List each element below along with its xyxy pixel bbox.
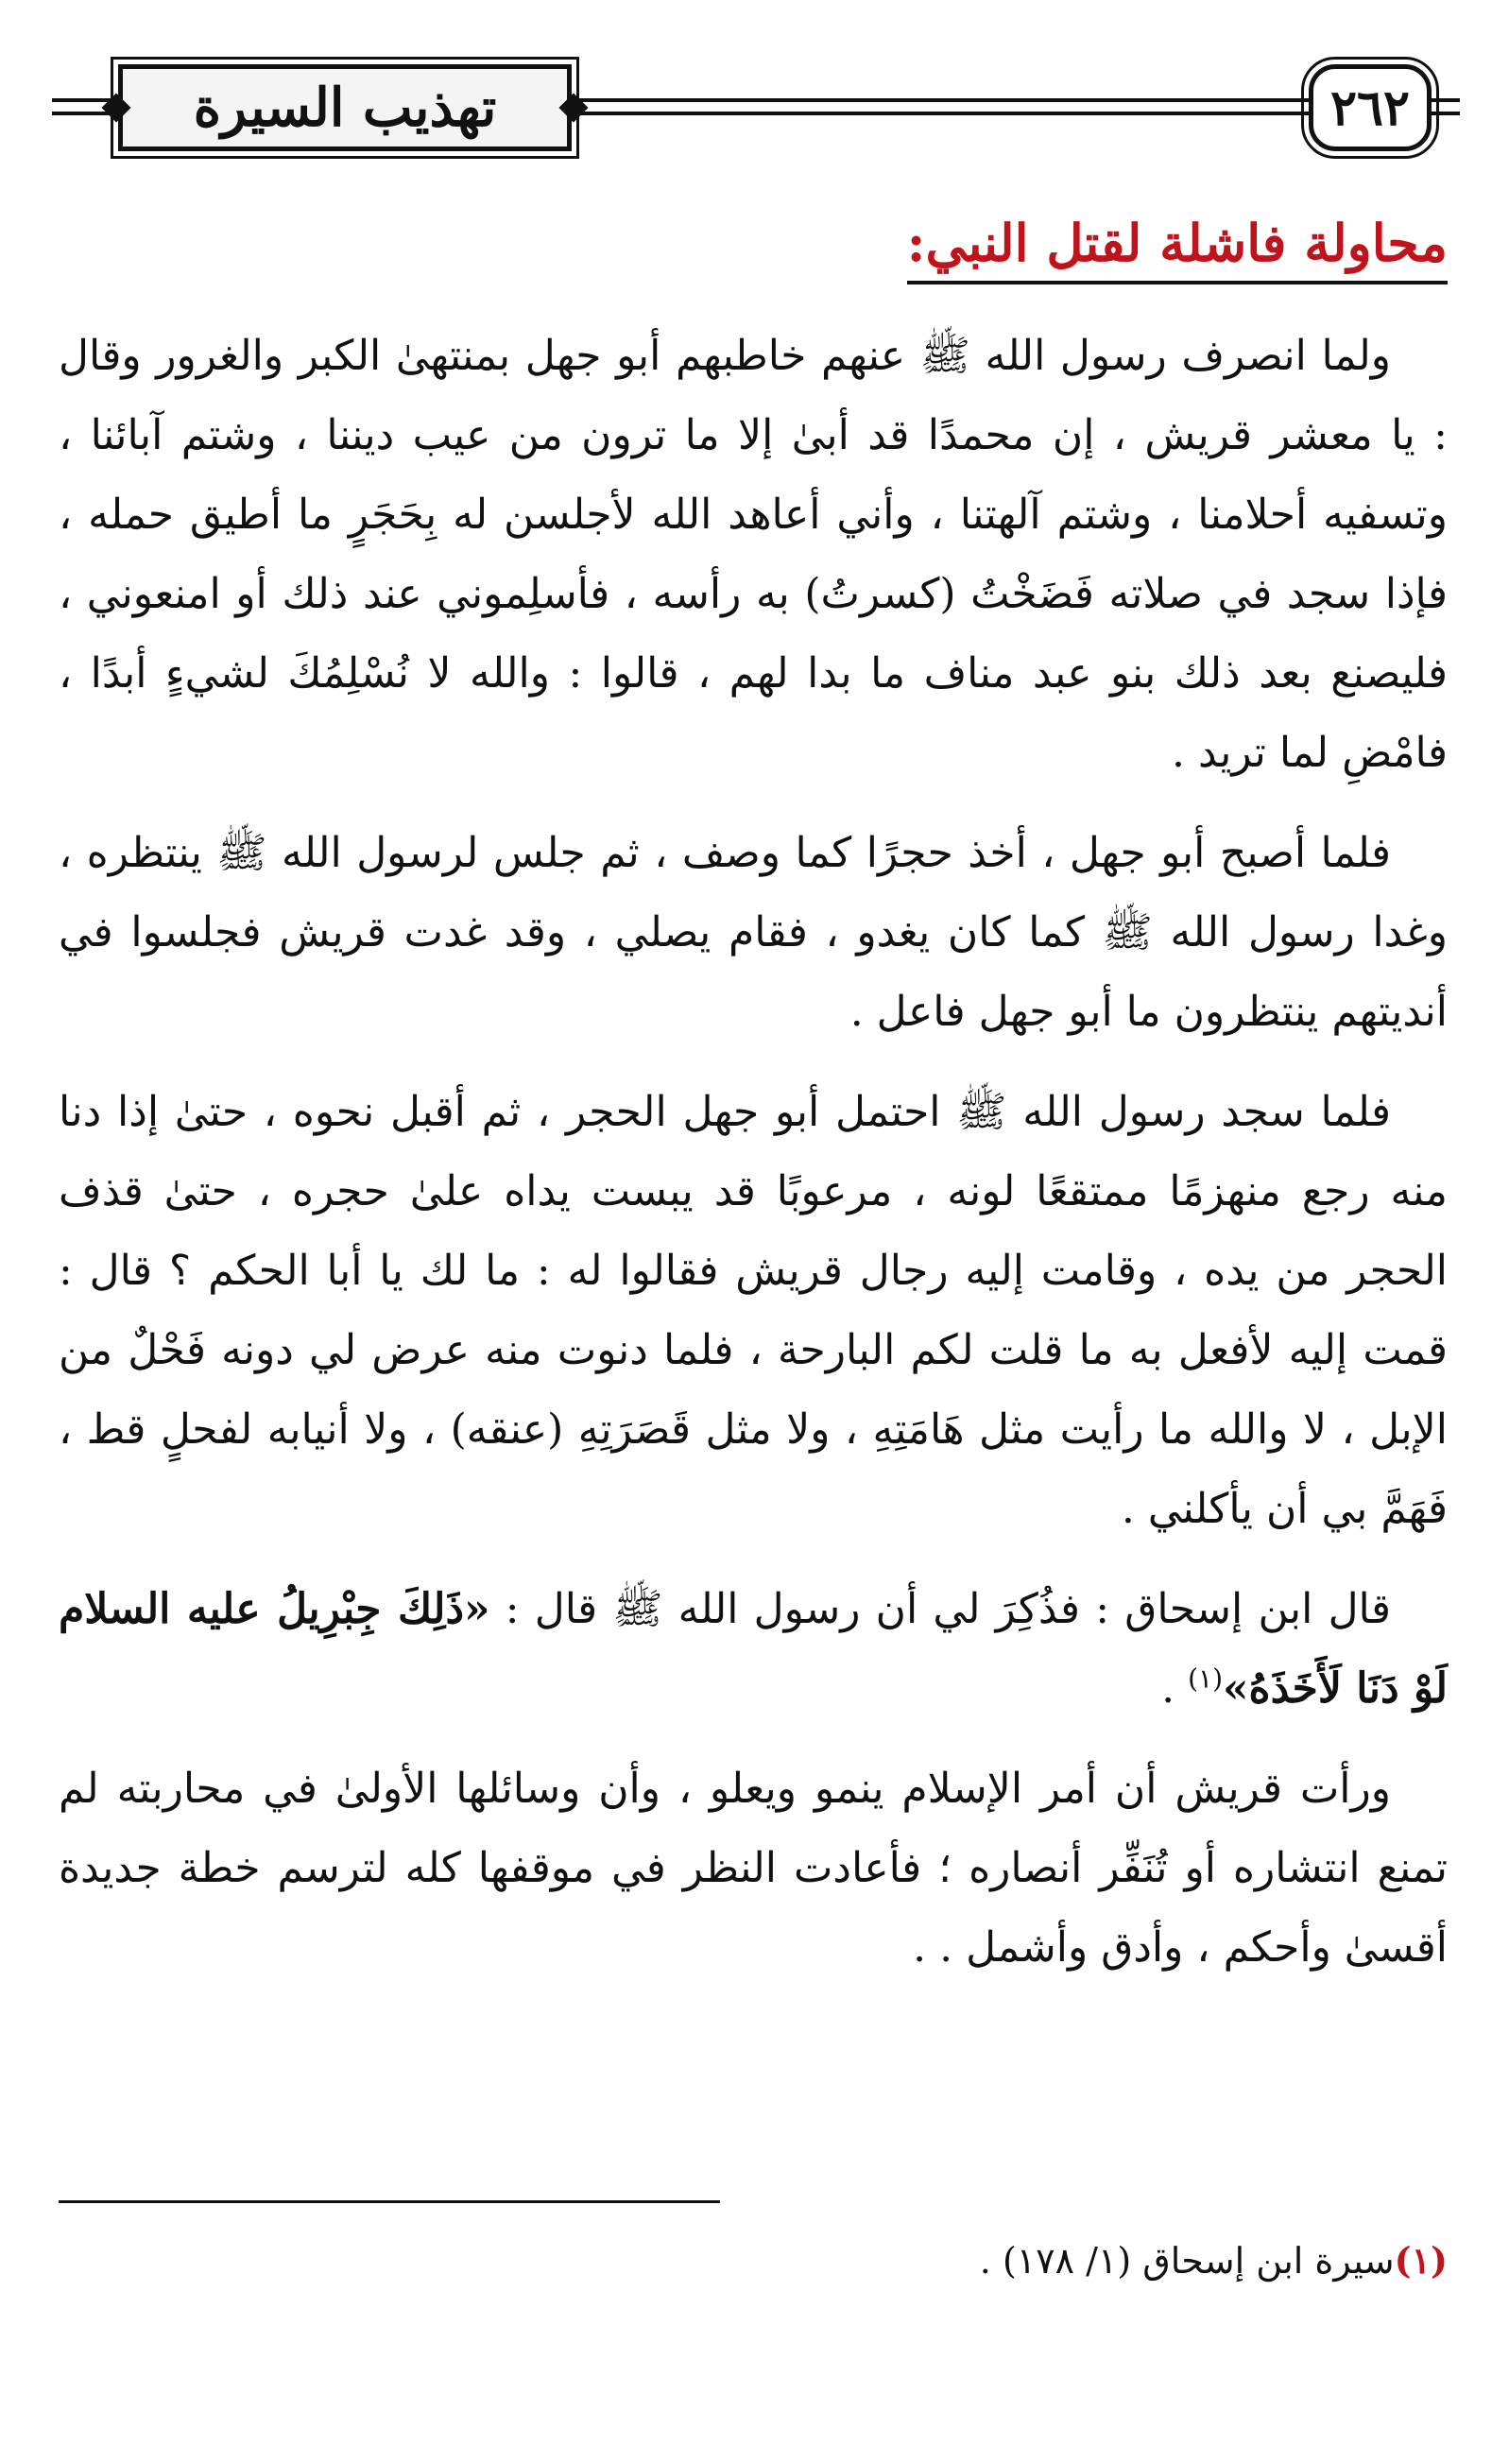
book-title: تهذيب السيرة xyxy=(193,77,497,139)
quote-intro: قال ابن إسحاق : فذُكِرَ لي أن رسول الله ﷺ قال : xyxy=(489,1585,1392,1633)
footnote-divider xyxy=(59,2200,720,2203)
page-number: ٢٦٢ xyxy=(1330,78,1410,137)
footnote xyxy=(59,2232,1448,2289)
quote-end: . xyxy=(1161,1664,1189,1713)
page-number-frame xyxy=(1309,64,1432,151)
paragraph-3: فلما سجد رسول الله ﷺ احتمل أبو جهل الحجر ، ثم أقبل نحوه ، حتىٰ إذا دنا منه رجع منهزمًا ممتقعًا لونه ، مرعوبًا قد يبست يداه علىٰ حجره ، حتىٰ قذف الحجر من يده ، وقامت إليه رجال قريش فقالوا له : ما لك يا أبا الحكم ؟ قال : قمت إليه لأفعل به ما قلت لكم البارحة ، فلما دنوت منه عرض لي دونه فَحْلٌ من الإبل ، لا والله ما رأيت مثل هَامَتِهِ ، ولا مثل قَصَرَتِهِ (عنقه) ، ولا أنيابه لفحلٍ قط ، فَهَمَّ بي أن يأكلني . xyxy=(59,1088,1448,1533)
page-content xyxy=(59,213,1448,2008)
footnote-ref: (١) xyxy=(1188,1663,1224,1695)
footnote-text: سيرة ابن إسحاق (١/ ١٧٨) . xyxy=(979,2240,1395,2282)
book-title-frame xyxy=(118,64,572,151)
paragraph-4 xyxy=(59,1570,1448,1729)
page-header xyxy=(52,38,1460,180)
paragraph-1: ولما انصرف رسول الله ﷺ عنهم خاطبهم أبو جهل بمنتهىٰ الكبر والغرور وقال : يا معشر قريش ، إن محمدًا قد أبىٰ إلا ما ترون من عيب ديننا ، وشتم آبائنا ، وتسفيه أحلامنا ، وشتم آلهتنا ، وأني أعاهد الله لأجلسن له بِحَجَرٍ ما أطيق حمله ، فإذا سجد في صلاته فَضَخْتُ (كسرتُ) به رأسه ، فأسلِموني عند ذلك أو امنعوني ، فليصنع بعد ذلك بنو عبد مناف ما بدا لهم ، قالوا : والله لا نُسْلِمُكَ لشيءٍ أبدًا ، فامْضِ لما تريد . xyxy=(59,332,1448,777)
paragraph-2: فلما أصبح أبو جهل ، أخذ حجرًا كما وصف ، ثم جلس لرسول الله ﷺ ينتظره ، وغدا رسول الله ﷺ كما كان يغدو ، فقام يصلي ، وقد غدت قريش فجلسوا في أنديتهم ينتظرون ما أبو جهل فاعل . xyxy=(59,829,1448,1036)
hadith-quote: «ذَلِكَ جِبْرِيلُ عليه السلام لَوْ دَنَا لَأَخَذَهُ» xyxy=(59,1585,1448,1713)
paragraph-5: ورأت قريش أن أمر الإسلام ينمو ويعلو ، وأن وسائلها الأولىٰ في محاربته لم تمنع انتشاره أو تُنَفِّر أنصاره ؛ فأعادت النظر في موقفها كله لترسم خطة جديدة أقسىٰ وأحكم ، وأدق وأشمل . . xyxy=(59,1765,1448,1972)
section-title: محاولة فاشلة لقتل النبي: xyxy=(907,213,1448,284)
footnote-mark: (١) xyxy=(1394,2239,1448,2282)
